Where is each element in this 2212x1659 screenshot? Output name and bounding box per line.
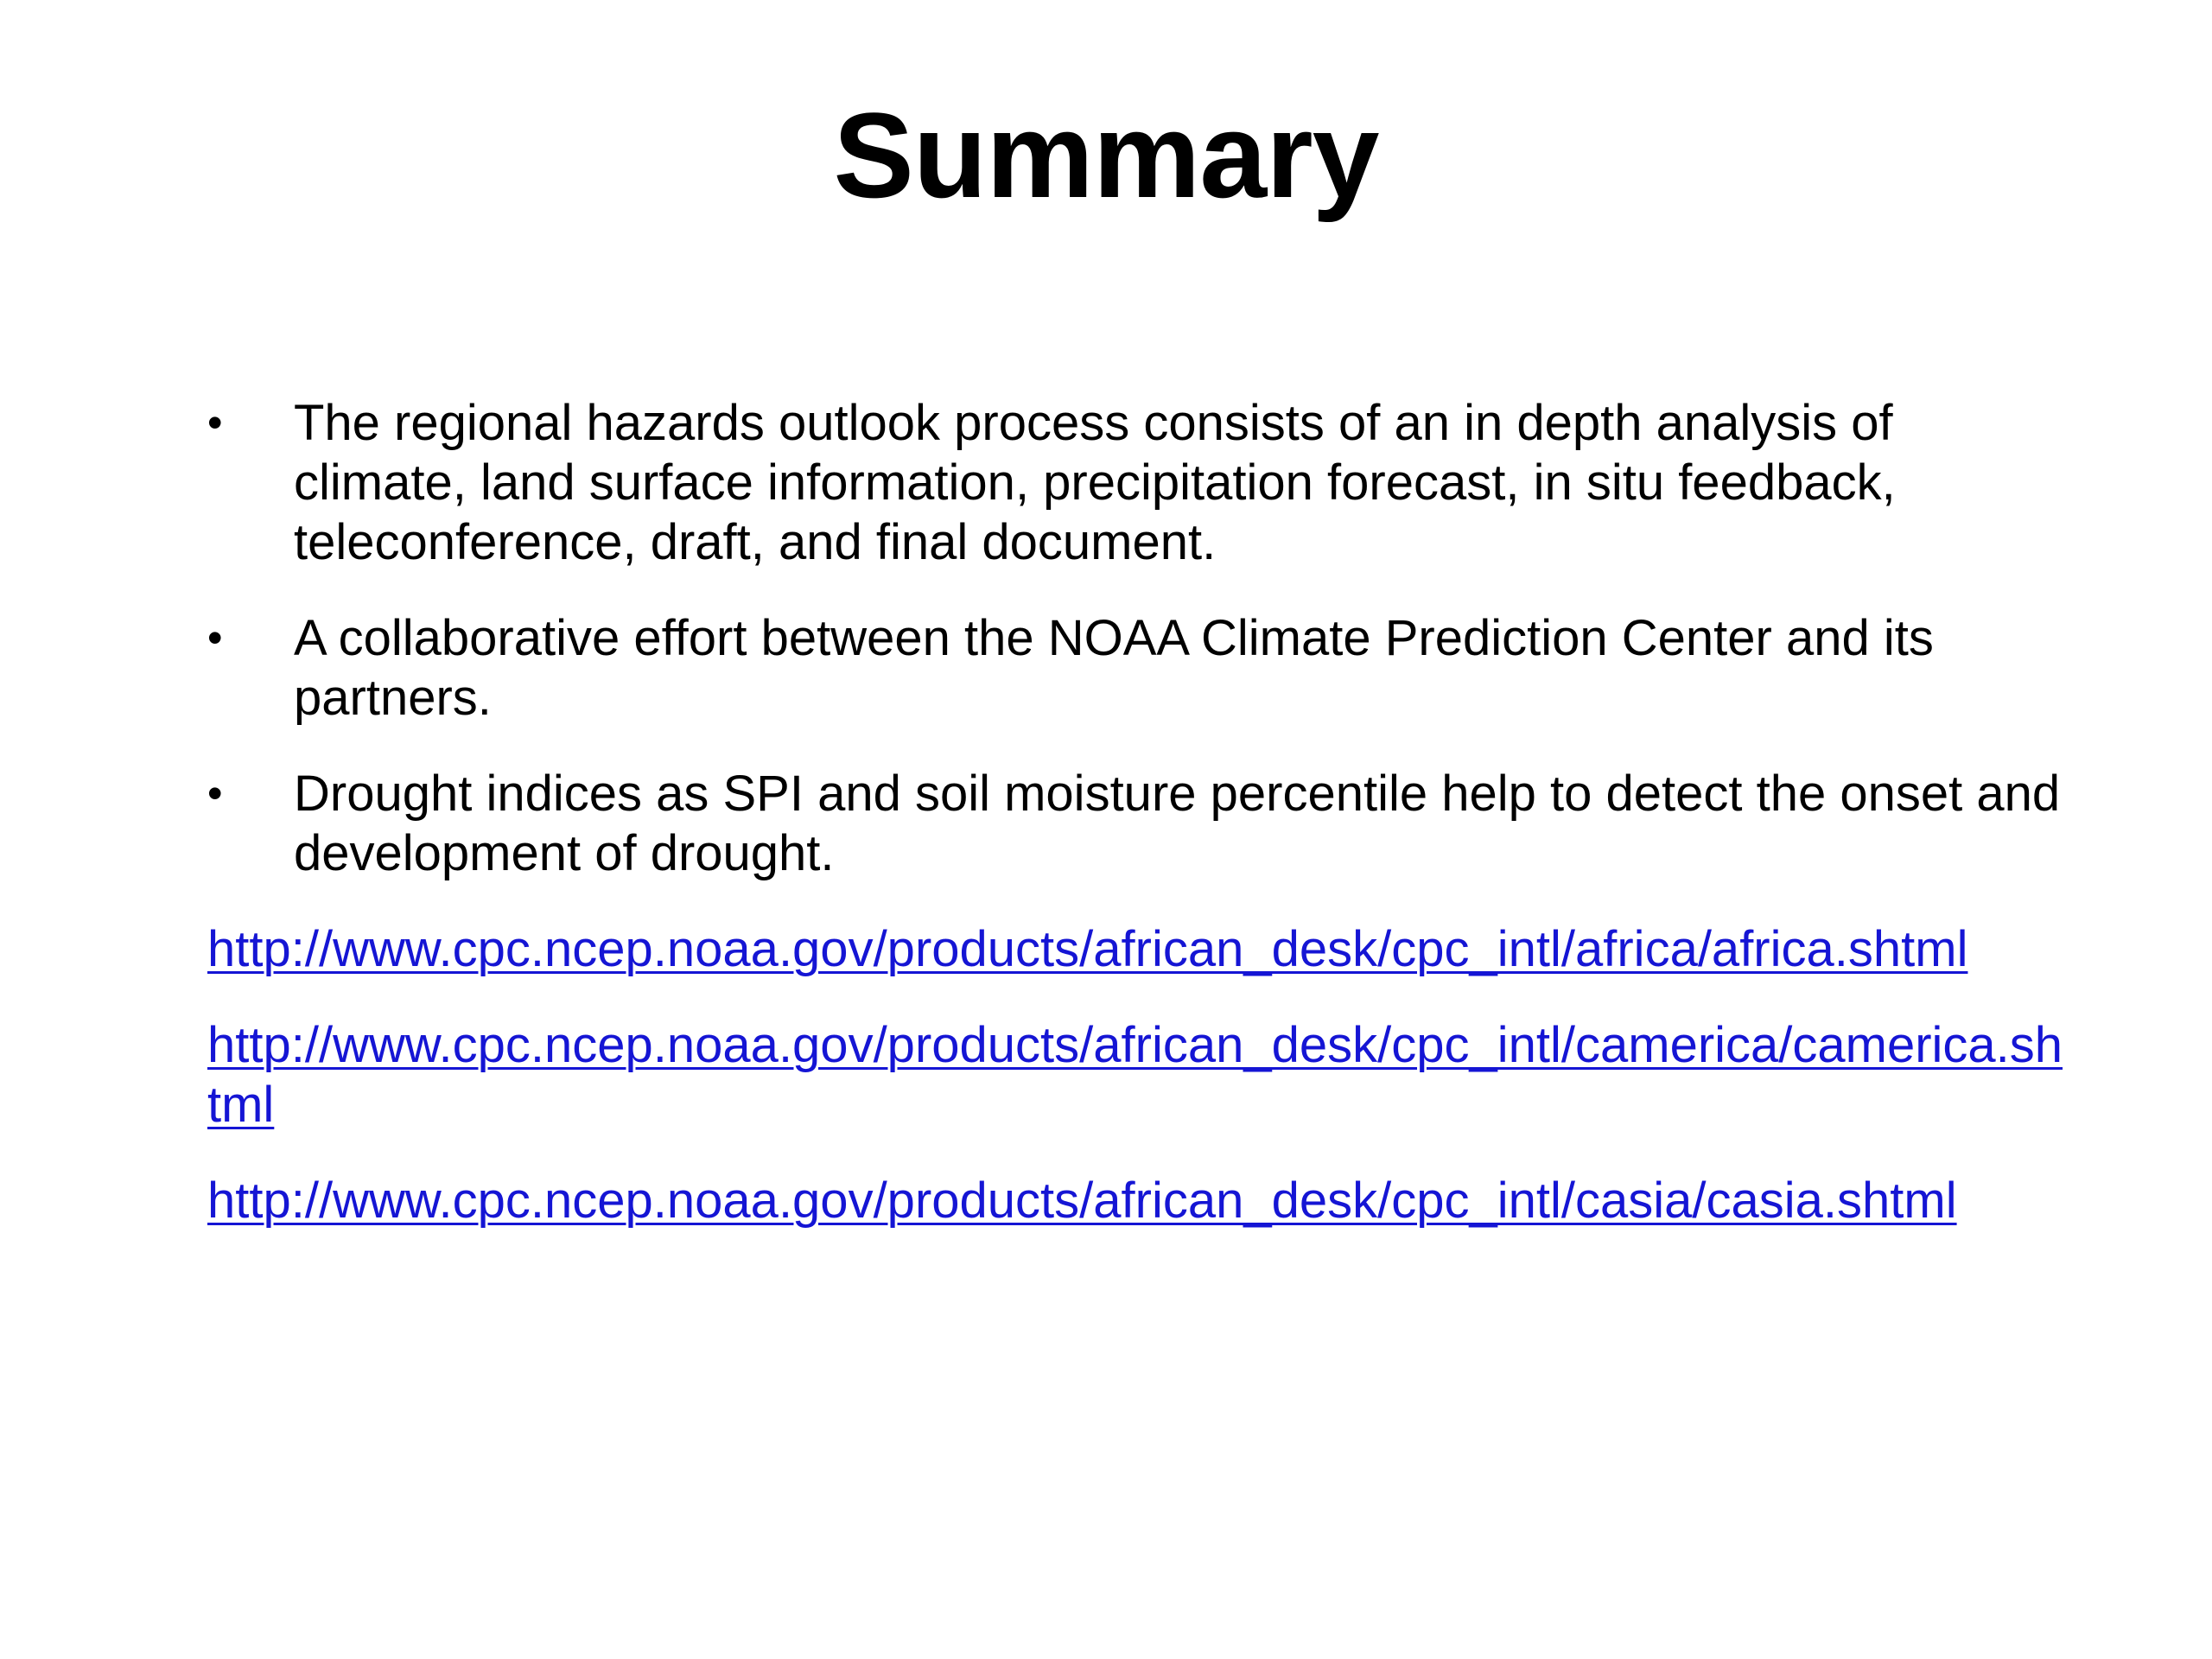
link-list [207,919,2065,1230]
link-camerica[interactable]: http://www.cpc.ncep.noaa.gov/products/african_desk/cpc_intl/camerica/camerica.shtml [207,1017,2063,1133]
bullet-item-process [207,393,2065,572]
slide-title: Summary [833,87,1379,223]
bullet-text: A collaborative effort between the NOAA Climate Prediction Center and its partners. [294,610,1934,726]
bullet-item-drought-indices [207,764,2065,883]
bullet-item-collaboration [207,608,2065,728]
bullet-text: The regional hazards outlook process consists of an in depth analysis of climate, land surface information, precipitation forecast, in situ feedback, teleconference, draft, and final document. [294,395,1896,570]
bullet-text: Drought indices as SPI and soil moisture percentile help to detect the onset and development of drought. [294,766,2061,881]
link-casia[interactable]: http://www.cpc.ncep.noaa.gov/products/african_desk/cpc_intl/casia/casia.shtml [207,1173,1957,1229]
link-africa[interactable]: http://www.cpc.ncep.noaa.gov/products/african_desk/cpc_intl/africa/africa.shtml [207,921,1968,977]
bullet-icon: • [207,398,223,447]
bullet-icon: • [207,613,223,662]
slide-body [207,393,2065,1267]
bullet-icon: • [207,769,223,817]
bullet-list [207,393,2065,883]
